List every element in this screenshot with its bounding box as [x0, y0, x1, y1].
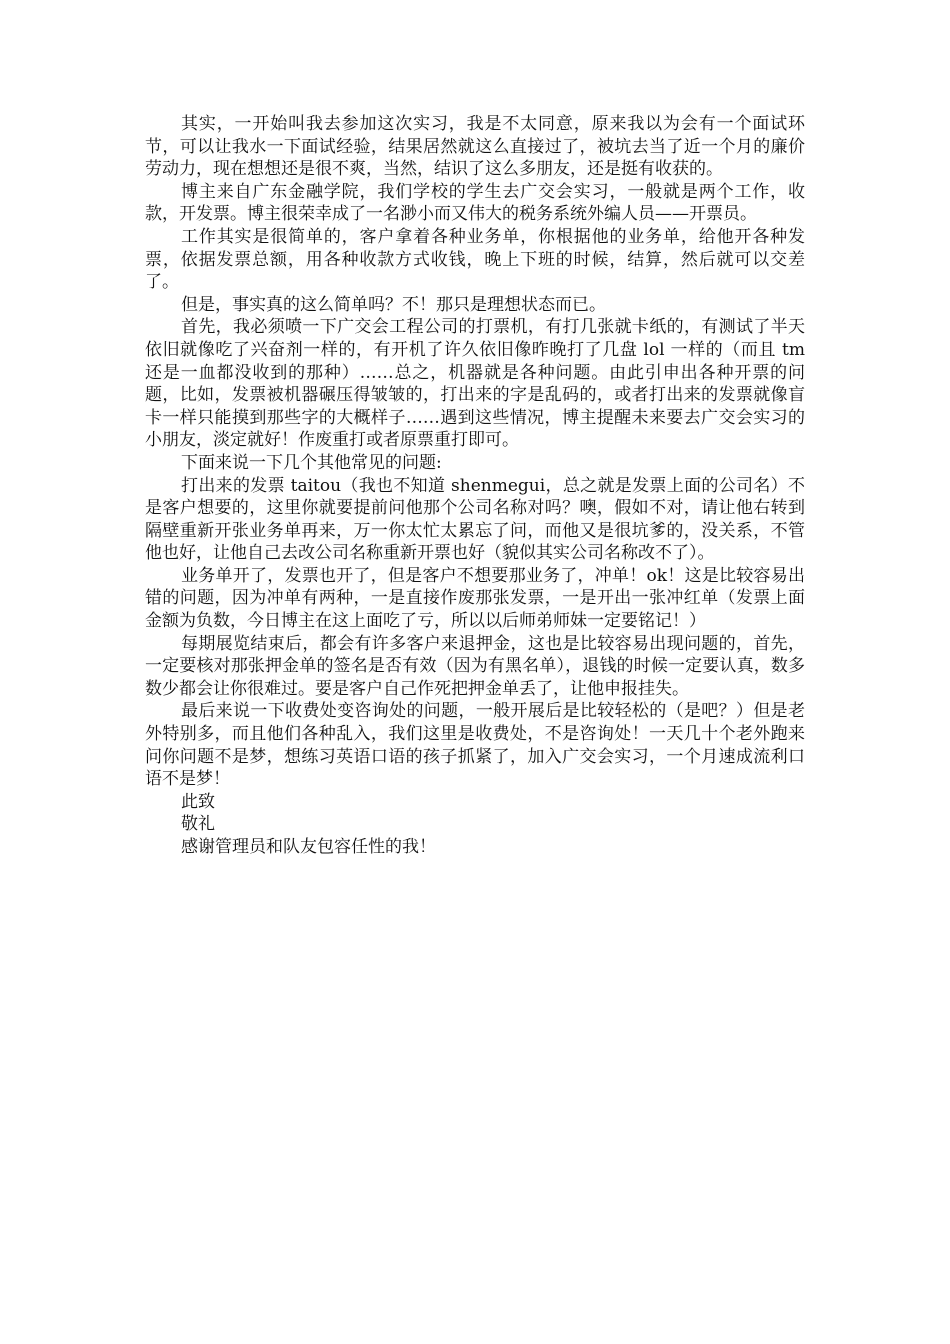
paragraph-common-issues: 下面来说一下几个其他常见的问题:	[181, 452, 442, 473]
paragraph-work: 工作其实是很简单的，客户拿着各种业务单，你根据他的业务单，给他开各种发票，依据发票总额，用各种收款方式收钱，晚上下班的时候，结算，然后就可以交差了。	[145, 226, 805, 293]
paragraph-cancel: 业务单开了，发票也开了，但是客户不想要那业务了，冲单！ok！这是比较容易出错的问题，因为冲单有两种，一是直接作废那张发票，一是开出一张冲红单（发票上面金额为负数，今日博主在这上面吃了亏，所以以后师弟师妹一定要铭记！）	[145, 565, 805, 632]
paragraph-intro: 其实，一开始叫我去参加这次实习，我是不太同意，原来我以为会有一个面试环节，可以让我水一下面试经验，结果居然就这么直接过了，被坑去当了近一个月的廉价劳动力，现在想想还是很不爽，当然，结识了这么多朋友，还是挺有收获的。	[145, 114, 805, 180]
closing-thanks: 感谢管理员和队友包容任性的我！	[181, 837, 436, 857]
paragraph-invoice-title: 打出来的发票 taitou（我也不知道 shenmegui，总之就是发票上面的公司名）不是客户想要的，这里你就要提前问他那个公司名称对吗？噢，假如不对，请让他右转到隔壁重新开张业务单再来，万一你太忙太累忘了问，而他又是很坑爹的，没关系，不管他也好，让他自己去改公司名称重新开票也好（貌似其实公司名称改不了）。	[145, 475, 805, 564]
closing-cizhi: 此致	[181, 791, 215, 812]
closing-jingli: 敬礼	[181, 814, 215, 835]
paragraph-deposit: 每期展览结束后，都会有许多客户来退押金，这也是比较容易出现问题的，首先，一定要核对那张押金单的签名是否有效（因为有黑名单），退钱的时候一定要认真，数多数少都会让你很难过。要是客户自己作死把押金单丢了，让他申报挂失。	[145, 633, 805, 699]
paragraph-printer: 首先，我必须喷一下广交会工程公司的打票机，有打几张就卡纸的，有测试了半天依旧就像吃了兴奋剂一样的，有开机了许久依旧像昨晚打了几盘 lol 一样的（而且 tm 还是一血都没收到的那种）……总之，机器就是各种问题。由此引申出各种开票的问题，比如，发票被机器碾压得皱皱的，打出来的字是乱码的，或者打出来的发票就像盲卡一样只能摸到那些字的大概样子……遇到这些情况，博主提醒未来要去广交会实习的小朋友，淡定就好！作废重打或者原票重打即可。	[145, 317, 805, 451]
paragraph-but: 但是，事实真的这么简单吗？不！那只是理想状态而已。	[181, 294, 606, 315]
paragraph-consulting: 最后来说一下收费处变咨询处的问题，一般开展后是比较轻松的（是吧？）但是老外特别多，而且他们各种乱入，我们这里是收费处，不是咨询处！一天几十个老外跑来问你问题不是梦，想练习英语口语的孩子抓紧了，加入广交会实习，一个月速成流利口语不是梦！	[145, 701, 805, 790]
paragraph-school: 博主来自广东金融学院，我们学校的学生去广交会实习，一般就是两个工作，收款，开发票。博主很荣幸成了一名渺小而又伟大的税务系统外编人员——开票员。	[145, 181, 805, 225]
document-body	[145, 113, 805, 859]
